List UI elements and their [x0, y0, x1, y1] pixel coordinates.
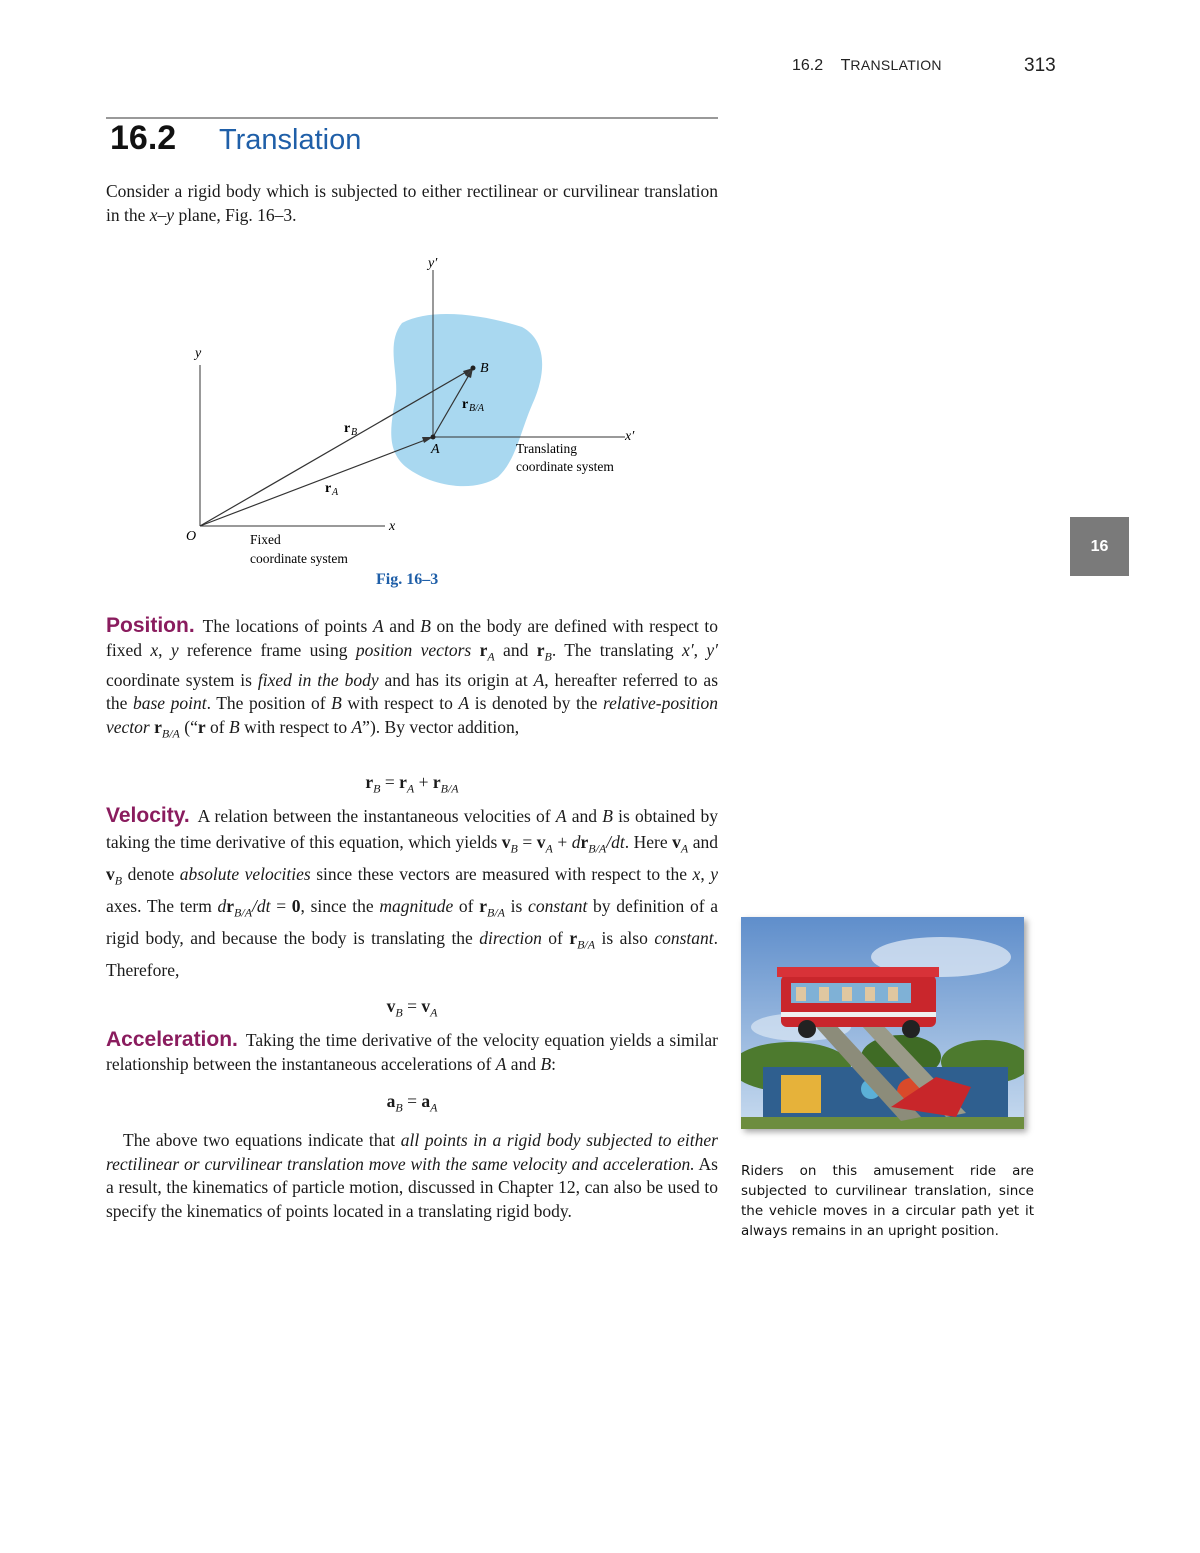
chapter-tab: 16 — [1070, 517, 1129, 576]
label-A: A — [431, 442, 440, 457]
velocity-heading: Velocity. — [106, 804, 190, 827]
label-y-prime: y′ — [428, 256, 438, 271]
page-number: 313 — [1024, 55, 1056, 76]
position-heading: Position. — [106, 614, 195, 637]
position-paragraph: Position. The locations of points A and B on the body are defined with respect to fixed x, y reference frame using position vectors $r_A$ and $r_B$. The translating x′, y′ coordinate system is fixed in the body and has its origin at A, hereafter referred to as the base point. The position of B with respect to A is denoted by the relative-position vector $r_{B/A}$ (“r of B with respect to A”). By vector addition, — [106, 614, 719, 740]
running-head — [792, 57, 942, 75]
intro-paragraph: Consider a rigid body which is subjected to either rectilinear or curvilinear translation in the x–y plane, Fig. 16–3. — [106, 181, 718, 225]
point-A — [431, 435, 436, 440]
label-rBA-sub: B/A — [469, 403, 484, 414]
label-translating-line2: coordinate system — [516, 459, 614, 474]
label-translating-line1: Translating — [516, 441, 578, 456]
running-head-section: 16.2 — [792, 57, 824, 74]
section-rule — [106, 117, 718, 119]
running-head-title-first: T — [840, 57, 851, 74]
amusement-ride-photo — [741, 917, 1024, 1129]
label-O: O — [186, 529, 197, 544]
figure-16-3-diagram — [170, 245, 650, 575]
section-title: Translation — [219, 124, 362, 156]
label-x-prime: x′ — [625, 429, 635, 444]
label-rB-sub: B — [351, 427, 358, 438]
label-x: x — [389, 519, 396, 534]
figure-caption: Fig. 16–3 — [376, 571, 439, 588]
label-y: y — [195, 346, 202, 361]
equation-acceleration: $a_B = a_A$ — [386, 1091, 438, 1115]
vector-rA — [200, 437, 433, 526]
closing-paragraph: The above two equations indicate that all points in a rigid body subjected to either rectilinear or curvilinear translation move with the same velocity and acceleration. As a result, the kinematics of particle motion, discussed in Chapter 12, can also be used to specify the kinematics of points located in a translating rigid body. — [106, 1130, 718, 1221]
label-rA-sub: A — [332, 487, 339, 498]
label-fixed-line2: coordinate system — [250, 551, 348, 566]
equation-position: $r_B = r_A + r_{B/A}$ — [365, 772, 459, 796]
label-B: B — [480, 361, 489, 376]
label-fixed-line1: Fixed — [250, 532, 281, 547]
label-rA: r — [325, 481, 332, 496]
velocity-paragraph: Velocity. A relation between the instantaneous velocities of A and B is obtained by taking the time derivative of this equation, which yields $v_B = v_A + dr_{B/A}/dt$. Here $v_A$ and $v_B$ denote absolute velocities since these vectors are measured with respect to the x, y axes. The term $dr_{B/A}/dt = 0$, since the magnitude of $r_{B/A}$ is constant by definition of a rigid body, and because the body is translating the direction of $r_{B/A}$ is also constant. Therefore, — [106, 804, 719, 980]
label-rBA: r — [462, 397, 469, 412]
point-B — [471, 366, 476, 371]
acceleration-heading: Acceleration. — [106, 1028, 238, 1051]
running-head-title-rest: RANSLATION — [850, 57, 942, 73]
section-number: 16.2 — [110, 119, 177, 157]
equation-velocity: $v_B = v_A$ — [386, 996, 438, 1020]
acceleration-paragraph: Acceleration. Taking the time derivative of the velocity equation yields a similar relationship between the instantaneous accelerations of A and B: — [106, 1028, 718, 1074]
photo-caption: Riders on this amusement ride are subjected to curvilinear translation, since the vehicle moves in a circular path yet it always remains in an upright position. — [741, 1163, 1034, 1239]
label-rB: r — [344, 421, 351, 436]
